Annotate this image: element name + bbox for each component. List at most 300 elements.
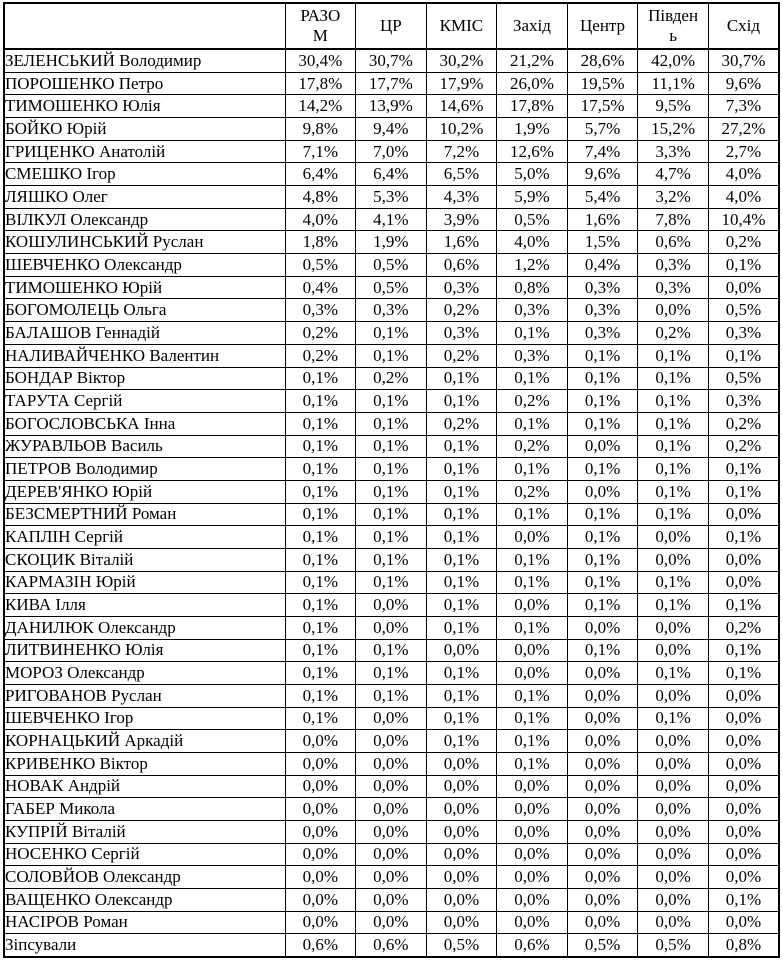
value-cell: 0,0% xyxy=(567,752,638,775)
value-cell: 0,2% xyxy=(708,616,779,639)
value-cell: 0,0% xyxy=(426,752,497,775)
value-cell: 0,0% xyxy=(426,911,497,934)
value-cell: 4,0% xyxy=(708,186,779,209)
value-cell: 0,1% xyxy=(638,480,709,503)
value-cell: 0,0% xyxy=(497,639,568,662)
value-cell: 0,1% xyxy=(356,390,427,413)
value-cell: 0,1% xyxy=(426,684,497,707)
value-cell: 9,5% xyxy=(638,95,709,118)
candidate-name: НАЛИВАЙЧЕНКО Валентин xyxy=(4,344,285,367)
value-cell: 0,1% xyxy=(567,344,638,367)
value-cell: 0,3% xyxy=(638,276,709,299)
value-cell: 0,0% xyxy=(638,684,709,707)
value-cell: 0,0% xyxy=(567,775,638,798)
value-cell: 0,1% xyxy=(426,458,497,481)
value-cell: 0,1% xyxy=(285,367,356,390)
candidate-name: КУПРІЙ Віталій xyxy=(4,820,285,843)
value-cell: 0,1% xyxy=(285,571,356,594)
table-row xyxy=(4,390,779,413)
value-cell: 0,4% xyxy=(567,254,638,277)
candidate-name: ПОРОШЕНКО Петро xyxy=(4,72,285,95)
value-cell: 0,0% xyxy=(638,548,709,571)
column-header: Захід xyxy=(497,3,568,49)
value-cell: 0,6% xyxy=(426,254,497,277)
value-cell: 4,0% xyxy=(497,231,568,254)
value-cell: 0,8% xyxy=(497,276,568,299)
table-row xyxy=(4,707,779,730)
value-cell: 0,0% xyxy=(285,820,356,843)
value-cell: 0,1% xyxy=(708,344,779,367)
value-cell: 0,0% xyxy=(285,798,356,821)
value-cell: 0,0% xyxy=(567,480,638,503)
value-cell: 0,1% xyxy=(708,458,779,481)
value-cell: 6,5% xyxy=(426,163,497,186)
table-row xyxy=(4,458,779,481)
candidate-name: ДЕРЕВ'ЯНКО Юрій xyxy=(4,480,285,503)
value-cell: 0,0% xyxy=(497,526,568,549)
value-cell: 0,0% xyxy=(567,730,638,753)
value-cell: 0,1% xyxy=(708,480,779,503)
value-cell: 30,7% xyxy=(356,49,427,72)
table-row xyxy=(4,639,779,662)
value-cell: 17,5% xyxy=(567,95,638,118)
value-cell: 0,0% xyxy=(497,911,568,934)
value-cell: 0,0% xyxy=(356,911,427,934)
table-row xyxy=(4,843,779,866)
table-row xyxy=(4,594,779,617)
candidate-name: ТАРУТА Сергій xyxy=(4,390,285,413)
value-cell: 0,1% xyxy=(497,367,568,390)
table-row xyxy=(4,95,779,118)
value-cell: 0,0% xyxy=(638,798,709,821)
value-cell: 0,2% xyxy=(497,435,568,458)
candidate-name: БОГОМОЛЕЦЬ Ольга xyxy=(4,299,285,322)
value-cell: 0,0% xyxy=(638,639,709,662)
value-cell: 0,1% xyxy=(426,548,497,571)
value-cell: 0,1% xyxy=(285,412,356,435)
table-row xyxy=(4,163,779,186)
value-cell: 0,1% xyxy=(497,752,568,775)
value-cell: 0,0% xyxy=(638,752,709,775)
value-cell: 28,6% xyxy=(567,49,638,72)
value-cell: 0,0% xyxy=(497,820,568,843)
value-cell: 0,1% xyxy=(285,548,356,571)
value-cell: 0,2% xyxy=(708,412,779,435)
value-cell: 0,0% xyxy=(285,888,356,911)
table-row xyxy=(4,254,779,277)
value-cell: 0,3% xyxy=(497,344,568,367)
value-cell: 0,1% xyxy=(638,571,709,594)
value-cell: 0,5% xyxy=(356,254,427,277)
value-cell: 0,0% xyxy=(638,526,709,549)
value-cell: 0,0% xyxy=(356,775,427,798)
value-cell: 0,5% xyxy=(356,276,427,299)
candidate-name: ПЕТРОВ Володимир xyxy=(4,458,285,481)
table-row xyxy=(4,480,779,503)
value-cell: 0,1% xyxy=(497,412,568,435)
value-cell: 0,0% xyxy=(638,888,709,911)
table-row xyxy=(4,231,779,254)
value-cell: 0,1% xyxy=(497,458,568,481)
value-cell: 9,6% xyxy=(708,72,779,95)
value-cell: 0,0% xyxy=(285,866,356,889)
table-row xyxy=(4,140,779,163)
value-cell: 0,3% xyxy=(567,322,638,345)
candidate-name: ГАБЕР Микола xyxy=(4,798,285,821)
value-cell: 0,0% xyxy=(356,594,427,617)
value-cell: 0,4% xyxy=(285,276,356,299)
value-cell: 0,0% xyxy=(708,548,779,571)
value-cell: 0,0% xyxy=(356,866,427,889)
candidate-name: ЖУРАВЛЬОВ Василь xyxy=(4,435,285,458)
value-cell: 0,0% xyxy=(497,843,568,866)
value-cell: 10,2% xyxy=(426,118,497,141)
value-cell: 0,6% xyxy=(356,934,427,957)
value-cell: 1,9% xyxy=(497,118,568,141)
value-cell: 0,0% xyxy=(638,616,709,639)
table-row xyxy=(4,208,779,231)
candidate-name: ЛЯШКО Олег xyxy=(4,186,285,209)
value-cell: 0,0% xyxy=(285,843,356,866)
value-cell: 0,6% xyxy=(497,934,568,957)
value-cell: 0,1% xyxy=(356,344,427,367)
value-cell: 26,0% xyxy=(497,72,568,95)
value-cell: 0,1% xyxy=(497,616,568,639)
table-row xyxy=(4,503,779,526)
value-cell: 0,1% xyxy=(708,639,779,662)
value-cell: 0,3% xyxy=(426,276,497,299)
value-cell: 1,9% xyxy=(356,231,427,254)
value-cell: 12,6% xyxy=(497,140,568,163)
value-cell: 0,1% xyxy=(567,390,638,413)
value-cell: 0,0% xyxy=(356,707,427,730)
table-row xyxy=(4,412,779,435)
value-cell: 5,9% xyxy=(497,186,568,209)
value-cell: 27,2% xyxy=(708,118,779,141)
value-cell: 0,3% xyxy=(638,254,709,277)
column-header: ЦР xyxy=(356,3,427,49)
value-cell: 0,0% xyxy=(497,866,568,889)
candidate-name: СОЛОВЙОВ Олександр xyxy=(4,866,285,889)
table-row xyxy=(4,571,779,594)
value-cell: 14,6% xyxy=(426,95,497,118)
value-cell: 0,0% xyxy=(567,435,638,458)
value-cell: 0,5% xyxy=(708,299,779,322)
value-cell: 17,9% xyxy=(426,72,497,95)
value-cell: 6,4% xyxy=(356,163,427,186)
column-header: КМІС xyxy=(426,3,497,49)
value-cell: 0,1% xyxy=(708,526,779,549)
value-cell: 6,4% xyxy=(285,163,356,186)
value-cell: 0,1% xyxy=(497,322,568,345)
value-cell: 0,0% xyxy=(708,820,779,843)
value-cell: 0,8% xyxy=(708,934,779,957)
column-header: Південь xyxy=(638,3,709,49)
value-cell: 0,0% xyxy=(567,707,638,730)
value-cell: 21,2% xyxy=(497,49,568,72)
table-row xyxy=(4,367,779,390)
value-cell: 0,1% xyxy=(708,888,779,911)
value-cell: 0,0% xyxy=(638,911,709,934)
value-cell: 0,0% xyxy=(285,775,356,798)
value-cell: 0,1% xyxy=(708,662,779,685)
candidate-name: ЛИТВИНЕНКО Юлія xyxy=(4,639,285,662)
value-cell: 0,0% xyxy=(708,911,779,934)
candidate-name: Зіпсували xyxy=(4,934,285,957)
value-cell: 5,4% xyxy=(567,186,638,209)
candidate-name: ШЕВЧЕНКО Олександр xyxy=(4,254,285,277)
table-row xyxy=(4,49,779,72)
candidate-name: ГРИЦЕНКО Анатолій xyxy=(4,140,285,163)
value-cell: 13,9% xyxy=(356,95,427,118)
table-row xyxy=(4,820,779,843)
candidate-column-header xyxy=(4,3,285,49)
value-cell: 0,5% xyxy=(426,934,497,957)
value-cell: 0,1% xyxy=(426,730,497,753)
value-cell: 0,1% xyxy=(497,571,568,594)
value-cell: 0,1% xyxy=(356,435,427,458)
table-header xyxy=(4,3,779,49)
value-cell: 0,0% xyxy=(708,684,779,707)
value-cell: 0,1% xyxy=(638,412,709,435)
candidate-name: НОСЕНКО Сергій xyxy=(4,843,285,866)
candidate-name: КРИВЕНКО Віктор xyxy=(4,752,285,775)
value-cell: 0,0% xyxy=(497,775,568,798)
value-cell: 0,1% xyxy=(567,571,638,594)
value-cell: 0,5% xyxy=(567,934,638,957)
value-cell: 0,2% xyxy=(356,367,427,390)
value-cell: 2,7% xyxy=(708,140,779,163)
table-row xyxy=(4,72,779,95)
value-cell: 9,6% xyxy=(567,163,638,186)
value-cell: 0,1% xyxy=(567,526,638,549)
value-cell: 4,0% xyxy=(708,163,779,186)
value-cell: 0,2% xyxy=(708,435,779,458)
value-cell: 0,0% xyxy=(426,888,497,911)
value-cell: 30,7% xyxy=(708,49,779,72)
value-cell: 0,1% xyxy=(356,526,427,549)
value-cell: 0,0% xyxy=(567,866,638,889)
candidate-name: ШЕВЧЕНКО Ігор xyxy=(4,707,285,730)
value-cell: 0,0% xyxy=(356,616,427,639)
value-cell: 0,1% xyxy=(426,594,497,617)
table-row xyxy=(4,662,779,685)
value-cell: 7,0% xyxy=(356,140,427,163)
value-cell: 30,2% xyxy=(426,49,497,72)
value-cell: 0,1% xyxy=(708,254,779,277)
value-cell: 0,0% xyxy=(638,730,709,753)
value-cell: 0,1% xyxy=(567,367,638,390)
table-row xyxy=(4,775,779,798)
value-cell: 0,1% xyxy=(285,684,356,707)
value-cell: 0,0% xyxy=(638,775,709,798)
value-cell: 17,7% xyxy=(356,72,427,95)
value-cell: 0,0% xyxy=(356,888,427,911)
value-cell: 0,0% xyxy=(497,594,568,617)
value-cell: 0,1% xyxy=(356,322,427,345)
value-cell: 0,5% xyxy=(285,254,356,277)
value-cell: 7,3% xyxy=(708,95,779,118)
value-cell: 0,1% xyxy=(426,616,497,639)
value-cell: 0,1% xyxy=(567,412,638,435)
candidate-name: РИГОВАНОВ Руслан xyxy=(4,684,285,707)
value-cell: 1,2% xyxy=(497,254,568,277)
candidate-name: ДАНИЛЮК Олександр xyxy=(4,616,285,639)
table-row xyxy=(4,911,779,934)
value-cell: 0,0% xyxy=(497,662,568,685)
value-cell: 0,1% xyxy=(638,390,709,413)
candidate-name: ТИМОШЕНКО Юрій xyxy=(4,276,285,299)
candidate-name: НАСІРОВ Роман xyxy=(4,911,285,934)
value-cell: 0,3% xyxy=(708,390,779,413)
candidate-name: БОНДАР Віктор xyxy=(4,367,285,390)
value-cell: 42,0% xyxy=(638,49,709,72)
candidate-name: СМЕШКО Ігор xyxy=(4,163,285,186)
value-cell: 30,4% xyxy=(285,49,356,72)
value-cell: 0,1% xyxy=(638,662,709,685)
value-cell: 14,2% xyxy=(285,95,356,118)
value-cell: 0,2% xyxy=(708,231,779,254)
value-cell: 0,2% xyxy=(285,344,356,367)
value-cell: 0,0% xyxy=(567,616,638,639)
candidate-name: ЗЕЛЕНСЬКИЙ Володимир xyxy=(4,49,285,72)
value-cell: 0,1% xyxy=(567,458,638,481)
table-row xyxy=(4,299,779,322)
value-cell: 0,3% xyxy=(497,299,568,322)
value-cell: 0,1% xyxy=(356,458,427,481)
value-cell: 0,1% xyxy=(356,571,427,594)
value-cell: 0,6% xyxy=(638,231,709,254)
value-cell: 0,1% xyxy=(285,594,356,617)
value-cell: 0,1% xyxy=(638,458,709,481)
value-cell: 0,1% xyxy=(285,707,356,730)
value-cell: 0,1% xyxy=(497,684,568,707)
value-cell: 0,0% xyxy=(708,775,779,798)
value-cell: 3,2% xyxy=(638,186,709,209)
value-cell: 7,2% xyxy=(426,140,497,163)
candidate-name: БОЙКО Юрій xyxy=(4,118,285,141)
value-cell: 0,1% xyxy=(356,639,427,662)
value-cell: 1,5% xyxy=(567,231,638,254)
value-cell: 0,0% xyxy=(638,843,709,866)
column-header: Схід xyxy=(708,3,779,49)
value-cell: 0,2% xyxy=(426,344,497,367)
value-cell: 5,3% xyxy=(356,186,427,209)
value-cell: 0,0% xyxy=(497,888,568,911)
value-cell: 0,6% xyxy=(285,934,356,957)
table-row xyxy=(4,118,779,141)
value-cell: 0,1% xyxy=(638,503,709,526)
value-cell: 0,1% xyxy=(567,503,638,526)
value-cell: 9,4% xyxy=(356,118,427,141)
value-cell: 0,1% xyxy=(426,526,497,549)
value-cell: 1,6% xyxy=(426,231,497,254)
value-cell: 3,3% xyxy=(638,140,709,163)
candidate-name: ВІЛКУЛ Олександр xyxy=(4,208,285,231)
value-cell: 7,1% xyxy=(285,140,356,163)
value-cell: 3,9% xyxy=(426,208,497,231)
value-cell: 0,0% xyxy=(567,798,638,821)
value-cell: 0,1% xyxy=(426,662,497,685)
value-cell: 0,0% xyxy=(638,820,709,843)
value-cell: 0,0% xyxy=(285,730,356,753)
value-cell: 0,0% xyxy=(426,843,497,866)
table-row xyxy=(4,616,779,639)
value-cell: 0,1% xyxy=(638,344,709,367)
value-cell: 0,0% xyxy=(426,775,497,798)
value-cell: 0,2% xyxy=(426,412,497,435)
value-cell: 0,1% xyxy=(426,390,497,413)
value-cell: 0,1% xyxy=(426,435,497,458)
value-cell: 9,8% xyxy=(285,118,356,141)
value-cell: 0,2% xyxy=(638,322,709,345)
value-cell: 0,1% xyxy=(356,503,427,526)
value-cell: 10,4% xyxy=(708,208,779,231)
value-cell: 0,3% xyxy=(708,322,779,345)
candidate-name: БЕЗСМЕРТНИЙ Роман xyxy=(4,503,285,526)
table-row xyxy=(4,684,779,707)
candidate-name: ТИМОШЕНКО Юлія xyxy=(4,95,285,118)
value-cell: 0,2% xyxy=(426,299,497,322)
table-row xyxy=(4,752,779,775)
poll-results-table xyxy=(3,2,780,958)
value-cell: 0,3% xyxy=(426,322,497,345)
value-cell: 0,2% xyxy=(497,390,568,413)
value-cell: 4,0% xyxy=(285,208,356,231)
value-cell: 0,1% xyxy=(285,480,356,503)
value-cell: 15,2% xyxy=(638,118,709,141)
value-cell: 0,1% xyxy=(285,390,356,413)
table-row xyxy=(4,730,779,753)
value-cell: 0,1% xyxy=(285,662,356,685)
value-cell: 0,1% xyxy=(285,526,356,549)
value-cell: 1,6% xyxy=(567,208,638,231)
value-cell: 5,7% xyxy=(567,118,638,141)
value-cell: 0,0% xyxy=(638,866,709,889)
value-cell: 0,1% xyxy=(638,367,709,390)
value-cell: 0,3% xyxy=(285,299,356,322)
table-row xyxy=(4,276,779,299)
value-cell: 0,1% xyxy=(497,548,568,571)
value-cell: 0,0% xyxy=(708,730,779,753)
table-row xyxy=(4,435,779,458)
candidate-name: БОГОСЛОВСЬКА Інна xyxy=(4,412,285,435)
value-cell: 0,0% xyxy=(356,843,427,866)
table-row xyxy=(4,934,779,957)
candidate-name: КАПЛІН Сергій xyxy=(4,526,285,549)
value-cell: 0,5% xyxy=(497,208,568,231)
value-cell: 17,8% xyxy=(497,95,568,118)
candidate-name: НОВАК Андрій xyxy=(4,775,285,798)
value-cell: 0,0% xyxy=(426,798,497,821)
table-body xyxy=(4,49,779,957)
value-cell: 0,1% xyxy=(285,639,356,662)
value-cell: 0,0% xyxy=(426,866,497,889)
value-cell: 0,0% xyxy=(708,276,779,299)
value-cell: 11,1% xyxy=(638,72,709,95)
value-cell: 0,1% xyxy=(426,367,497,390)
value-cell: 0,3% xyxy=(567,276,638,299)
value-cell: 0,0% xyxy=(708,866,779,889)
value-cell: 0,3% xyxy=(567,299,638,322)
value-cell: 0,0% xyxy=(708,798,779,821)
column-header: Центр xyxy=(567,3,638,49)
value-cell: 0,0% xyxy=(708,707,779,730)
value-cell: 0,0% xyxy=(567,888,638,911)
value-cell: 0,1% xyxy=(497,503,568,526)
value-cell: 0,1% xyxy=(356,412,427,435)
table-row xyxy=(4,798,779,821)
